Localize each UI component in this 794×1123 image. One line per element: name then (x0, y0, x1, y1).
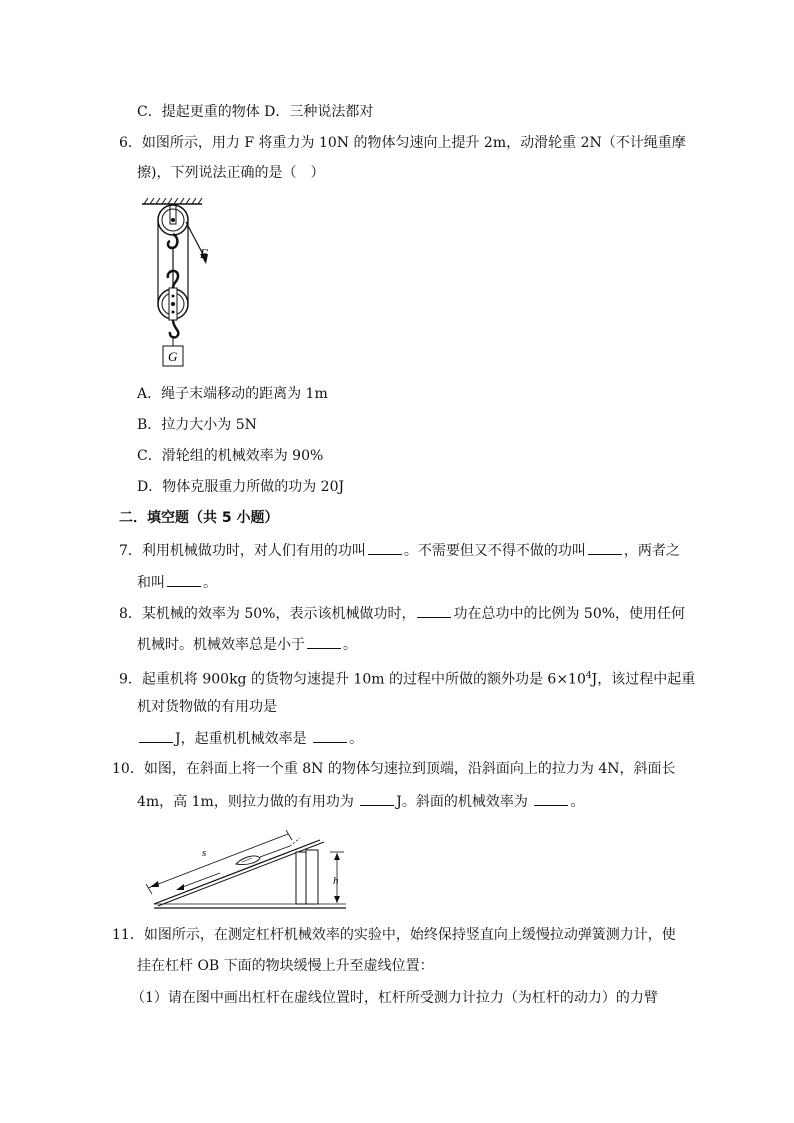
q8-blank-1 (417, 604, 451, 618)
q10-blank-1 (360, 792, 394, 806)
q10-text-b: J。斜面的机械效率为 (396, 794, 528, 810)
q6-option-a: A．绳子末端移动的距离为 1m (137, 386, 328, 402)
height-label: h (333, 875, 339, 887)
section2-title: 二．填空题（共 5 小题） (119, 510, 279, 526)
q11-line1: 11．如图所示，在测定杠杆机械效率的实验中，始终保持竖直向上缓慢拉动弹簧测力计，使 (112, 927, 676, 943)
weight-label: G (168, 349, 178, 364)
pulley-system-figure (140, 196, 230, 371)
q7-blank-2 (588, 541, 622, 555)
q9-text-d: 。 (349, 731, 364, 747)
q7-text-d: 和叫 (137, 575, 165, 591)
q6-option-c: C．滑轮组的机械效率为 90% (137, 448, 324, 464)
q8-text-c: 机械时。机械效率总是小于 (137, 637, 305, 653)
q5-options-cd: C．提起更重的物体 D．三种说法都对 (137, 104, 374, 120)
q8-text-d: 。 (343, 637, 357, 653)
q10-text-c: 。 (570, 794, 585, 810)
q8-text-b: 功在总功中的比例为 50%，使用任何 (453, 606, 686, 622)
q6-stem-line2: 擦)，下列说法正确的是（ ） (137, 165, 325, 181)
q9-line3 (137, 729, 363, 748)
q9-text-c: J，起重机机械效率是 (175, 731, 307, 747)
q7-blank-3 (167, 573, 201, 587)
q11-line3: （1）请在图中画出杠杆在虚线位置时，杠杆所受测力计拉力（为杠杆的动力）的力臂 (131, 990, 658, 1006)
q9-line1 (119, 667, 695, 689)
q9-text-b: J，该过程中起重 (591, 671, 696, 688)
q7-text-a: 7．利用机械做功时，对人们有用的功叫 (119, 543, 366, 559)
q8-text-a: 8．某机械的效率为 50%，表示该机械做功时， (119, 606, 416, 622)
q7-text-c: ，两者之 (623, 543, 680, 559)
q9-line2: 机对货物做的有用功是 (137, 699, 277, 715)
q6-option-b: B．拉力大小为 5N (137, 417, 257, 433)
q9-text-a: 9．起重机将 900kg 的货物匀速提升 10m 的过程中所做的额外功是 6×10 (119, 671, 586, 688)
q6-stem-line1: 6．如图所示，用力 F 将重力为 10N 的物体匀速向上提升 2m，动滑轮重 2N（不计绳重摩 (119, 135, 686, 151)
length-label: s (202, 847, 207, 859)
q10-blank-2 (534, 792, 568, 806)
q11-line2: 挂在杠杆 OB 下面的物块缓慢上升至虚线位置： (137, 958, 434, 974)
q9-exponent: 4 (585, 671, 592, 681)
q7-line1 (119, 541, 680, 560)
q8-line2 (137, 635, 357, 654)
q9-blank-1 (139, 729, 173, 743)
q7-line2 (137, 573, 217, 592)
q10-text-a: 4m，高 1m，则拉力做的有用功为 (137, 794, 354, 810)
q7-blank-1 (368, 541, 402, 555)
incline-figure (140, 822, 350, 914)
q8-line1 (119, 604, 685, 623)
q7-text-e: 。 (203, 575, 217, 591)
q10-line2 (137, 792, 584, 811)
q9-blank-2 (313, 729, 347, 743)
q6-option-d: D．物体克服重力所做的功为 20J (137, 479, 345, 495)
q8-blank-2 (307, 635, 341, 649)
force-label: F (200, 246, 208, 261)
q7-text-b: 。不需要但又不得不做的功叫 (403, 543, 586, 559)
q10-line1: 10．如图，在斜面上将一个重 8N 的物体匀速拉到顶端，沿斜面向上的拉力为 4N，斜面长 (112, 761, 676, 777)
